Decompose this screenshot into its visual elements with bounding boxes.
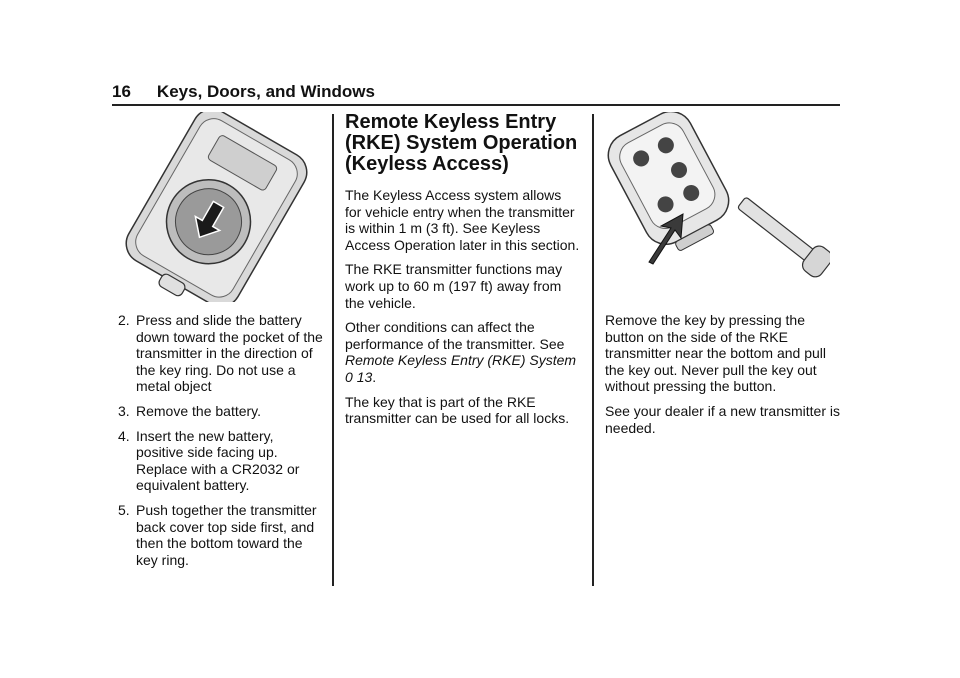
transmitter-battery-illustration [112,112,322,302]
page-number: 16 [112,82,131,101]
paragraph: The RKE transmitter functions may work up to 60 m (197 ft) away from the vehicle. [345,261,563,311]
paragraph-with-reference [345,319,581,385]
section-heading: Remote Keyless Entry (RKE) System Operation (Keyless Access) [345,111,578,175]
step-number: 2. [118,312,130,328]
key-removal-illustration [605,112,830,302]
step-5 [112,502,324,568]
left-column [112,312,324,576]
step-text: Push together the transmitter back cover top side first, and then the bottom toward the key ring. [136,501,317,568]
paragraph: The key that is part of the RKE transmitter can be used for all locks. [345,393,570,427]
page-arrow-icon: 0 [345,368,353,385]
paragraph: See your dealer if a new transmitter is needed. [605,402,840,436]
step-text: Press and slide the battery down toward the pocket of the transmitter in the direction of the key ring. Do not use a metal object [136,312,323,395]
header-rule [112,104,840,106]
paragraph: The Keyless Access system allows for vehicle entry when the transmitter is within 1 m (3 ft). See Keyless Access Operation later in this section. [345,187,580,253]
paragraph-text: Other conditions can affect the performance of the transmitter. See [345,319,565,352]
page-header [112,82,375,102]
column-divider-left [332,114,334,586]
step-3 [112,403,324,420]
step-2 [112,312,324,395]
step-number: 3. [118,402,130,419]
section-title: Keys, Doors, and Windows [156,82,375,101]
period: . [372,368,377,385]
column-divider-right [592,114,594,586]
step-text: Insert the new battery, positive side facing up. Replace with a CR2032 or equivalent battery. [136,427,300,494]
step-4 [112,428,324,494]
step-number: 5. [118,501,130,518]
step-number: 4. [118,427,130,444]
middle-column [345,112,581,435]
right-column [605,312,841,444]
paragraph: Remove the key by pressing the button on the side of the RKE transmitter near the bottom and pull the key out. Never pull the key out without pressing the button. [605,312,827,395]
cross-reference-link[interactable]: Remote Keyless Entry (RKE) System 0 13 [345,352,577,385]
step-text: Remove the battery. [136,402,262,419]
